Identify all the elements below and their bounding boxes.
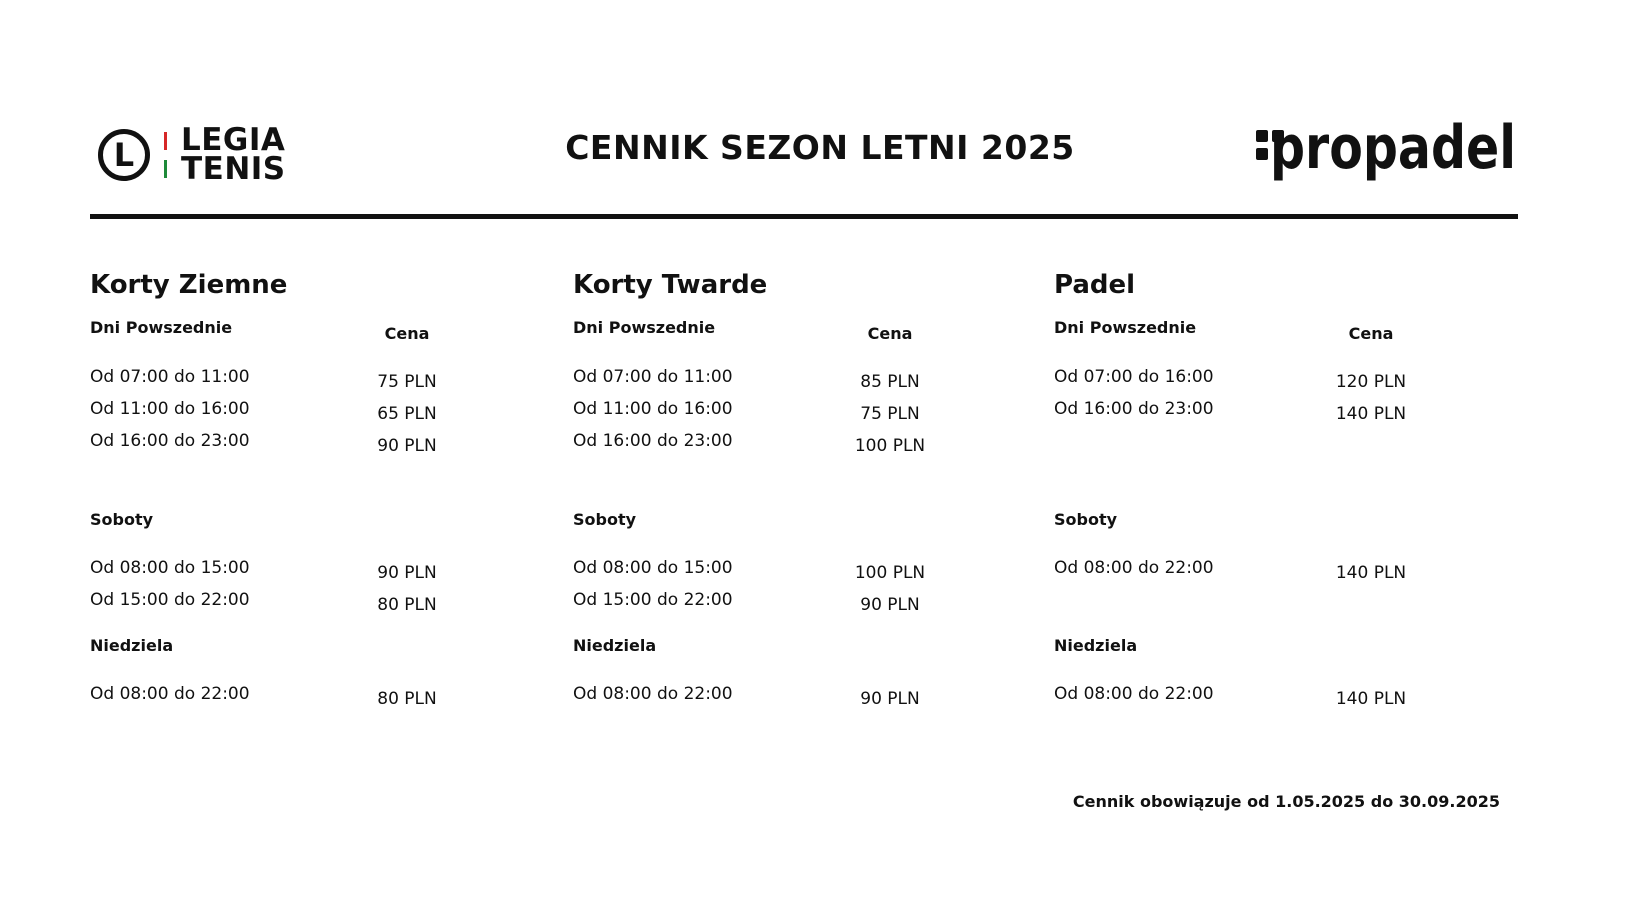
section-title: Korty Twarde xyxy=(573,270,768,300)
time-range: Od 08:00 do 22:00 xyxy=(573,684,733,704)
time-range: Od 07:00 do 16:00 xyxy=(1054,367,1214,387)
time-range: Od 16:00 do 23:00 xyxy=(1054,399,1214,419)
time-range: Od 08:00 do 15:00 xyxy=(90,558,250,578)
validity-note: Cennik obowiązuje od 1.05.2025 do 30.09.2025 xyxy=(1072,792,1500,811)
saturday-label: Soboty xyxy=(90,510,154,529)
price: 140 PLN xyxy=(1335,563,1407,583)
saturday-label: Soboty xyxy=(573,510,637,529)
price: 90 PLN xyxy=(377,436,437,456)
weekdays-label: Dni Powszednie xyxy=(90,318,233,337)
price: 85 PLN xyxy=(860,372,920,392)
time-range: Od 11:00 do 16:00 xyxy=(90,399,250,419)
saturday-label: Soboty xyxy=(1054,510,1118,529)
price: 140 PLN xyxy=(1335,689,1407,709)
weekdays-label: Dni Powszednie xyxy=(1054,318,1197,337)
time-range: Od 16:00 do 23:00 xyxy=(573,431,733,451)
time-range: Od 15:00 do 22:00 xyxy=(573,590,733,610)
price: 100 PLN xyxy=(854,436,926,456)
price: 80 PLN xyxy=(377,595,437,615)
price: 90 PLN xyxy=(860,689,920,709)
price-column-header: Cena xyxy=(1348,324,1394,343)
legia-wordmark-line1: LEGIA xyxy=(181,122,286,158)
section-title: Korty Ziemne xyxy=(90,270,288,300)
header-divider xyxy=(90,214,1518,219)
sunday-label: Niedziela xyxy=(1054,636,1138,655)
price: 75 PLN xyxy=(860,404,920,424)
page-title: CENNIK SEZON LETNI 2025 xyxy=(565,128,1075,167)
price: 65 PLN xyxy=(377,404,437,424)
legia-wordmark-line2: TENIS xyxy=(181,151,286,187)
time-range: Od 15:00 do 22:00 xyxy=(90,590,250,610)
propadel-logo xyxy=(1254,113,1518,190)
price: 90 PLN xyxy=(377,563,437,583)
price: 100 PLN xyxy=(854,563,926,583)
time-range: Od 07:00 do 11:00 xyxy=(90,367,250,387)
price-column-header: Cena xyxy=(867,324,913,343)
section-padel xyxy=(1054,270,1474,740)
legia-mark: L xyxy=(98,129,150,181)
price: 80 PLN xyxy=(377,689,437,709)
price: 120 PLN xyxy=(1335,372,1407,392)
section-korty-ziemne xyxy=(90,270,510,740)
section-korty-twarde xyxy=(573,270,993,740)
time-range: Od 08:00 do 22:00 xyxy=(1054,558,1214,578)
time-range: Od 16:00 do 23:00 xyxy=(90,431,250,451)
sunday-label: Niedziela xyxy=(90,636,174,655)
price: 90 PLN xyxy=(860,595,920,615)
time-range: Od 11:00 do 16:00 xyxy=(573,399,733,419)
weekdays-label: Dni Powszednie xyxy=(573,318,716,337)
price: 140 PLN xyxy=(1335,404,1407,424)
time-range: Od 08:00 do 22:00 xyxy=(1054,684,1214,704)
price-column-header: Cena xyxy=(384,324,430,343)
time-range: Od 07:00 do 11:00 xyxy=(573,367,733,387)
price: 75 PLN xyxy=(377,372,437,392)
sunday-label: Niedziela xyxy=(573,636,657,655)
section-title: Padel xyxy=(1054,270,1136,300)
time-range: Od 08:00 do 22:00 xyxy=(90,684,250,704)
propadel-wordmark: propadel xyxy=(1270,113,1516,183)
time-range: Od 08:00 do 15:00 xyxy=(573,558,733,578)
